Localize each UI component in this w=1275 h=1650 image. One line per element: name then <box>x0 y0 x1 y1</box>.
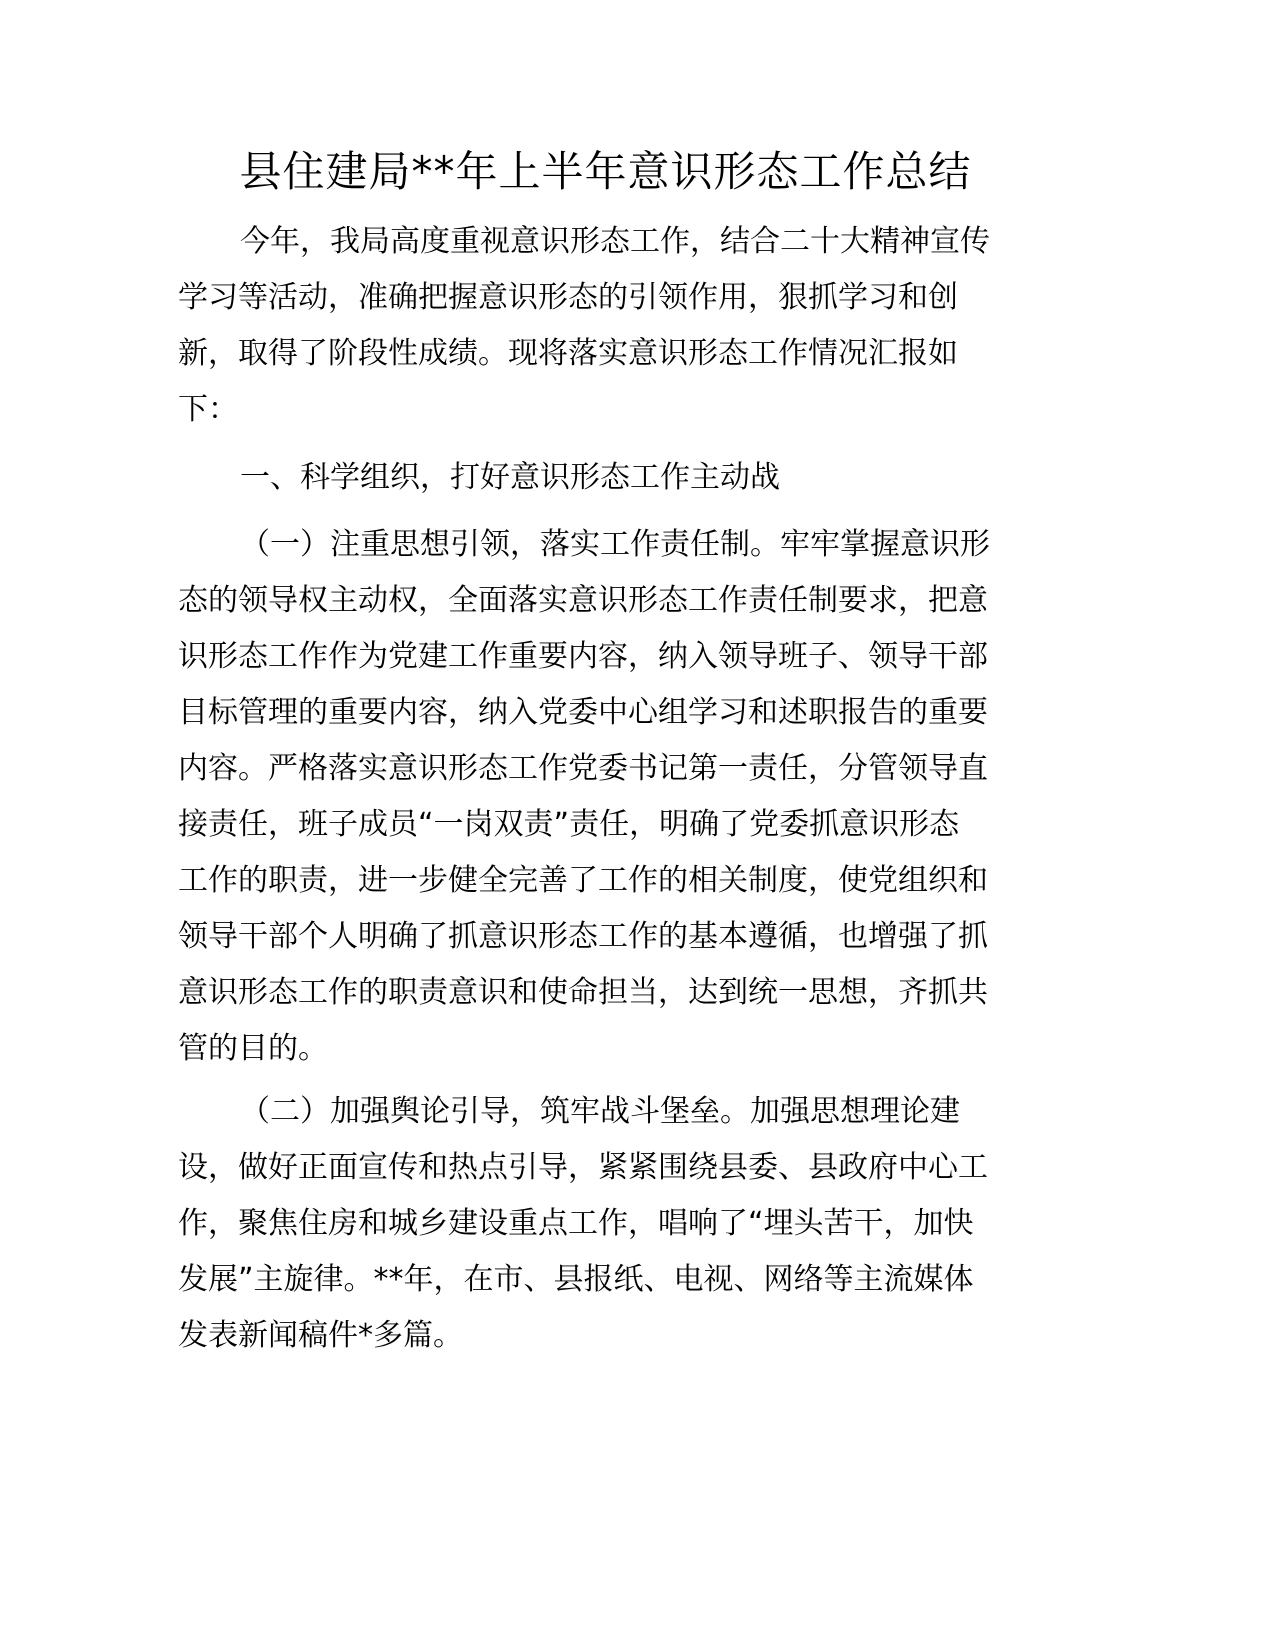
heading-text: 一、科学组织，打好意识形态工作主动战 <box>240 460 780 495</box>
text-line: 识形态工作作为党建工作重要内容，纳入领导班子、领导干部 <box>178 639 988 674</box>
text-line: 新，取得了阶段性成绩。现将落实意识形态工作情况汇报如 <box>178 336 958 371</box>
text-line: 设，做好正面宣传和热点引导，紧紧围绕县委、县政府中心工 <box>178 1150 988 1185</box>
text-line: （一）注重思想引领，落实工作责任制。牢牢掌握意识形 <box>240 527 990 562</box>
text-line: 发展”主旋律。**年，在市、县报纸、电视、网络等主流媒体 <box>178 1262 974 1297</box>
text-line: 作，聚焦住房和城乡建设重点工作，唱响了“埋头苦干，加快 <box>178 1206 974 1241</box>
text-line: 发表新闻稿件*多篇。 <box>178 1318 463 1353</box>
text-line: 工作的职责，进一步健全完善了工作的相关制度，使党组织和 <box>178 863 988 898</box>
text-line: 管的目的。 <box>178 1031 328 1066</box>
text-line: 内容。严格落实意识形态工作党委书记第一责任，分管领导直 <box>178 751 988 786</box>
text-line: 意识形态工作的职责意识和使命担当，达到统一思想，齐抓共 <box>178 975 988 1010</box>
text-line: 接责任，班子成员“一岗双责”责任，明确了党委抓意识形态 <box>178 807 960 842</box>
text-line: 领导干部个人明确了抓意识形态工作的基本遵循，也增强了抓 <box>178 919 988 954</box>
text-line: 下： <box>178 392 238 427</box>
text-line: 态的领导权主动权，全面落实意识形态工作责任制要求，把意 <box>178 583 988 618</box>
text-line: 今年，我局高度重视意识形态工作，结合二十大精神宣传 <box>240 224 990 259</box>
paragraph-intro <box>178 214 1038 438</box>
paragraph-subsection-1 <box>178 517 1038 1077</box>
paragraph-subsection-2 <box>178 1084 1038 1364</box>
text-line: 目标管理的重要内容，纳入党委中心组学习和述职报告的重要 <box>178 695 988 730</box>
document-title: 县住建局**年上半年意识形态工作总结 <box>239 147 972 196</box>
section-heading <box>178 450 1038 506</box>
text-line: （二）加强舆论引导，筑牢战斗堡垒。加强思想理论建 <box>240 1094 960 1129</box>
text-line: 学习等活动，准确把握意识形态的引领作用，狠抓学习和创 <box>178 280 958 315</box>
